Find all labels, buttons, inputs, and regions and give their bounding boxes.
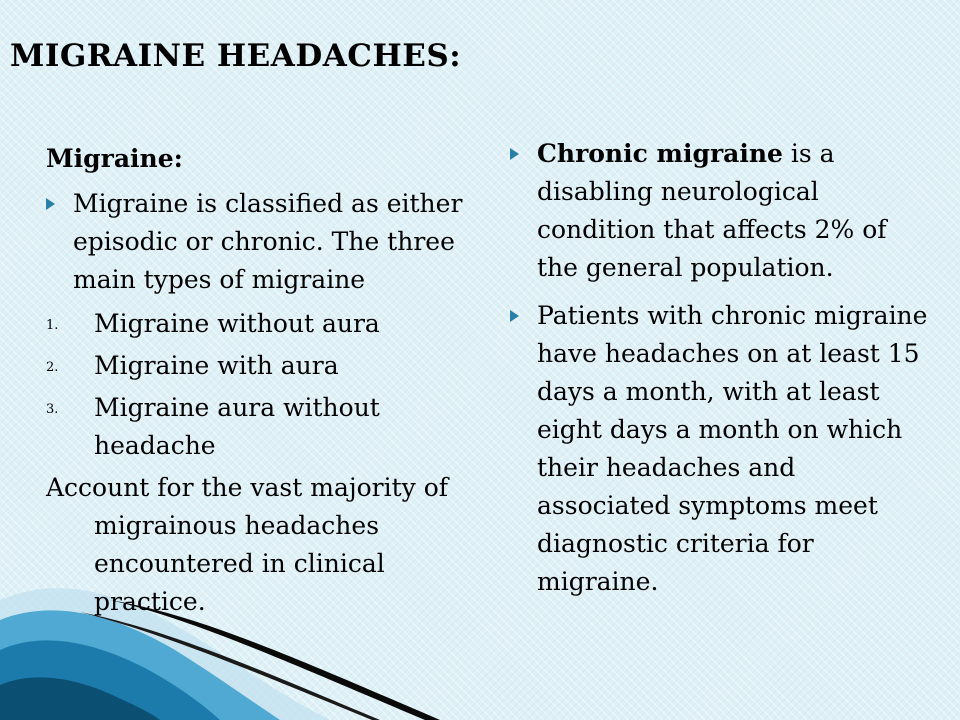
- left-subheading: Migraine:: [46, 144, 183, 173]
- chronic-migraine-term: Chronic migraine: [537, 139, 783, 168]
- list-number: 1.: [46, 318, 59, 333]
- left-bullet-text: Migraine is classified as either episodic or chronic. The three main types of migraine: [73, 189, 463, 294]
- list-number: 2.: [46, 360, 59, 375]
- left-paragraph: Account for the vast majority of migrainous headaches encountered in clinical practice.: [46, 473, 449, 616]
- list-number: 3.: [46, 402, 59, 417]
- bullet-arrow-icon: [510, 148, 519, 160]
- right-bullet-patients: [510, 297, 930, 601]
- left-column: [46, 140, 466, 621]
- right-column: [510, 135, 930, 611]
- list-item: [46, 305, 466, 343]
- bullet-arrow-icon: [510, 310, 519, 322]
- migraine-types-list: [46, 305, 466, 465]
- list-item: [46, 389, 466, 465]
- slide-title: MIGRAINE HEADACHES:: [10, 38, 462, 74]
- right-bullet-chronic: [510, 135, 930, 287]
- list-item-text: Migraine with aura: [94, 351, 339, 380]
- chronic-migraine-definition: is a disabling neurological condition that affects 2% of the general population.: [537, 139, 887, 282]
- left-bullet: [46, 185, 466, 299]
- list-item-text: Migraine aura without headache: [94, 393, 380, 460]
- list-item-text: Migraine without aura: [94, 309, 380, 338]
- bullet-arrow-icon: [46, 198, 55, 210]
- list-item: [46, 347, 466, 385]
- right-bullet-patients-text: Patients with chronic migraine have headaches on at least 15 days a month, with at least eight days a month on which their headaches and associated symptoms meet diagnostic criteria for migraine.: [537, 301, 928, 596]
